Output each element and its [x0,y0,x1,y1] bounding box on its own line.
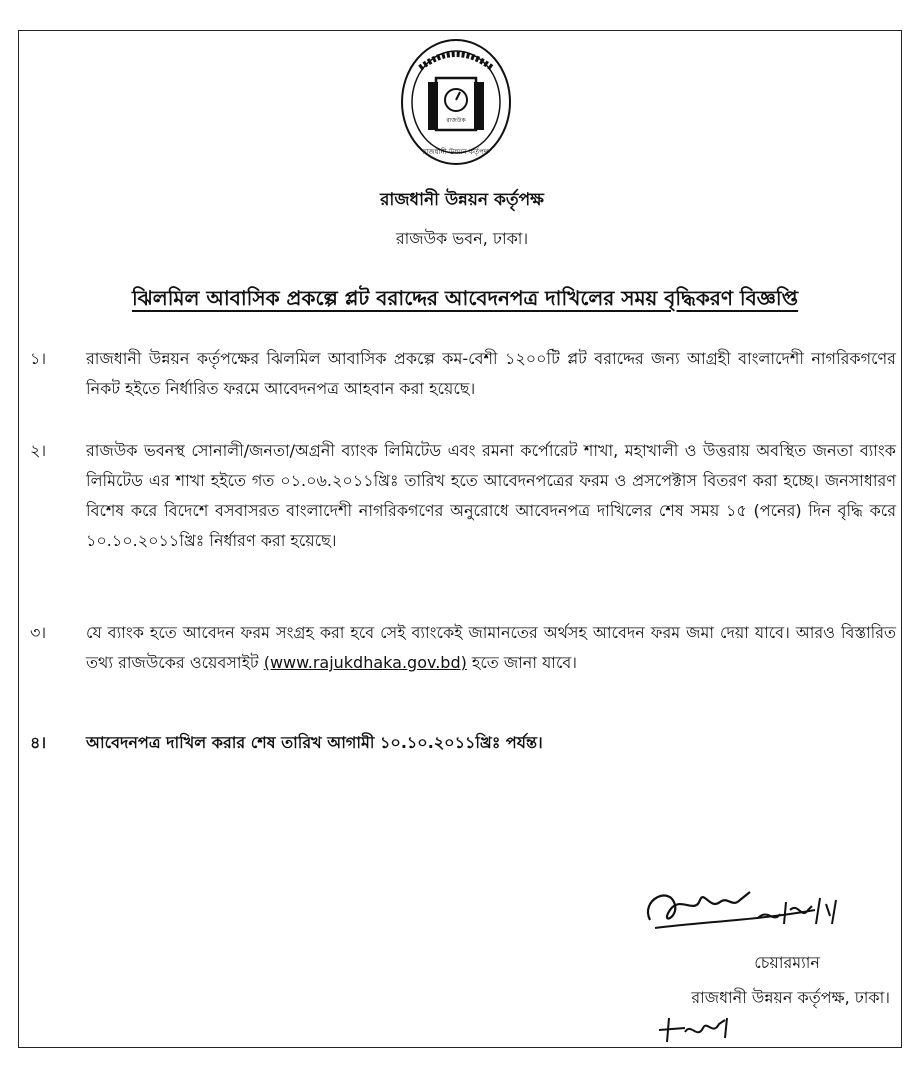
logo-center-text: রাজউক [446,117,466,124]
item-number: ১। [30,349,47,368]
item-number: ২। [30,441,47,460]
item-text: আবেদনপত্র দাখিল করার শেষ তারিখ আগামী ১০.১০.২০১১খ্রিঃ পর্যন্ত। [86,733,543,752]
chairman-signature [640,880,870,940]
item-text-after: হতে জানা যাবে। [466,653,577,672]
rajuk-logo [400,38,512,166]
signatory-organization: রাজধানী উন্নয়ন কর্তৃপক্ষ, ঢাকা। [691,988,890,1007]
item-text-before: যে ব্যাংক হতে আবেদন ফরম সংগ্রহ করা হবে সেই ব্যাংকেই জামানতের অর্থসহ আবেদন ফরম জমা দেয়া যাবে। আরও বিস্তারিত তথ্য রাজউকের ওয়েবসাইট [86,623,896,672]
item-text [86,618,896,678]
item-number: ৩। [30,623,47,642]
initials-signature [655,1012,735,1044]
notice-item-4 [30,728,896,758]
notice-item-1 [30,344,896,404]
signatory-title: চেয়ারম্যান [754,953,820,972]
item-text: রাজউক ভবনস্থ সোনালী/জনতা/অগ্রনী ব্যাংক লিমিটেড এবং রমনা কর্পোরেট শাখা, মহাখালী ও উত্তরায় অবস্থিত জনতা ব্যাংক লিমিটেড এর শাখা হইতে গত ০১.০৬.২০১১খ্রিঃ তারিখ হতে আবেদনপত্রের ফরম ও প্রসপেক্টাস বিতরণ করা হচ্ছে। জনসাধারণ বিশেষ করে বিদেশে বসবাসরত বাংলাদেশী নাগরিকগণের অনুরোধে আবেদনপত্র দাখিলের শেষ সময় ১৫ (পনের) দিন বৃদ্ধি করে ১০.১০.২০১১খ্রিঃ নির্ধারণ করা হয়েছে। [86,441,896,550]
item-text: রাজধানী উন্নয়ন কর্তৃপক্ষের ঝিলমিল আবাসিক প্রকল্পে কম-বেশী ১২০০টি প্লট বরাদ্দের জন্য আগ্রহী বাংলাদেশী নাগরিকগণের নিকট হইতে নির্ধারিত ফরমে আবেদনপত্র আহবান করা হয়েছে। [86,349,896,398]
website-link[interactable]: (www.rajukdhaka.gov.bd) [263,653,467,672]
organization-name: রাজধানী উন্নয়ন কর্তৃপক্ষ [380,190,544,210]
item-number: ৪। [30,733,47,752]
notice-item-3 [30,618,896,678]
notice-title: ঝিলমিল আবাসিক প্রকল্পে প্লট বরাদ্দের আবেদনপত্র দাখিলের সময় বৃদ্ধিকরণ বিজ্ঞপ্তি [131,286,799,310]
notice-item-2 [30,436,896,556]
organization-address: রাজউক ভবন, ঢাকা। [395,229,529,248]
logo-ring-text: রাজধানী উন্নয়ন কর্তৃপক্ষ [422,148,490,156]
